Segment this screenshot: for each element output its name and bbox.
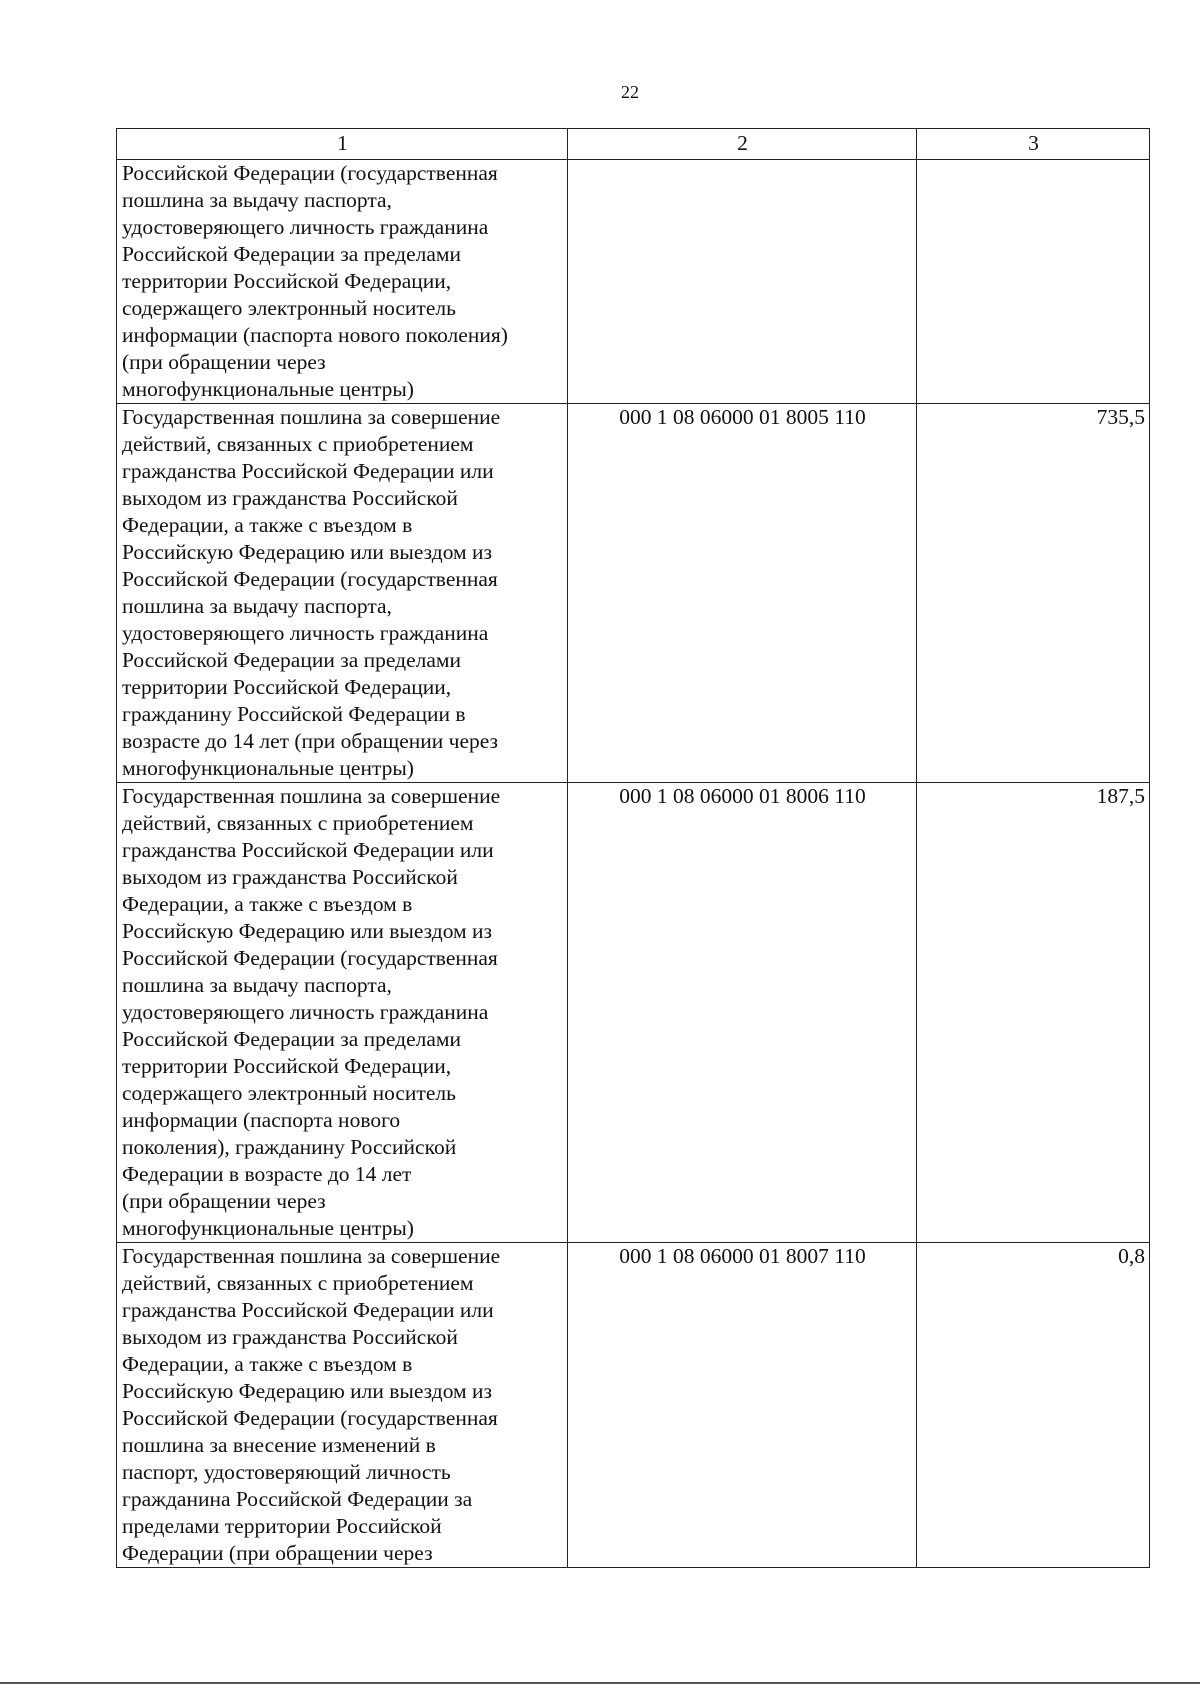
footer-rule: [0, 1682, 1200, 1684]
fee-description-line: гражданину Российской Федерации в: [122, 702, 466, 726]
fee-description-line: Государственная пошлина за совершение: [122, 1244, 501, 1268]
fee-description-line: Российскую Федерацию или выездом из: [122, 919, 493, 943]
fee-description-line: информации (паспорта нового: [122, 1108, 401, 1132]
fee-description-line: возрасте до 14 лет (при обращении через: [122, 729, 499, 753]
budget-code-cell: [568, 160, 917, 404]
fee-description-line: (при обращении через: [122, 1189, 326, 1213]
amount-cell: [917, 160, 1150, 404]
fee-description-line: выходом из гражданства Российской: [122, 1325, 458, 1349]
fee-description-line: паспорт, удостоверяющий личность: [122, 1460, 451, 1484]
column-header-3: 3: [917, 129, 1150, 160]
page-number: 22: [621, 82, 639, 102]
table-row: [117, 1243, 1150, 1568]
fee-description-line: территории Российской Федерации,: [122, 1054, 452, 1078]
fee-description-line: Государственная пошлина за совершение: [122, 405, 501, 429]
table-body: [117, 160, 1150, 1568]
fee-description-line: гражданина Российской Федерации за: [122, 1487, 473, 1511]
fee-description-line: территории Российской Федерации,: [122, 269, 452, 293]
fee-description-line: территории Российской Федерации,: [122, 675, 452, 699]
fee-description-line: Российской Федерации (государственная: [122, 1406, 498, 1430]
fee-description-line: многофункциональные центры): [122, 377, 414, 401]
fee-description-line: Федерации, а также с въездом в: [122, 513, 413, 537]
fee-description-line: (при обращении через: [122, 350, 326, 374]
budget-code-cell: 000 1 08 06000 01 8007 110: [568, 1243, 917, 1568]
fee-description-cell: [117, 783, 568, 1243]
fee-description-line: Федерации в возрасте до 14 лет: [122, 1162, 412, 1186]
fee-description-line: пределами территории Российской: [122, 1514, 442, 1538]
fee-description-line: содержащего электронный носитель: [122, 296, 456, 320]
column-header-2: 2: [568, 129, 917, 160]
fee-description-line: Российской Федерации (государственная: [122, 161, 498, 185]
fee-description-line: выходом из гражданства Российской: [122, 865, 458, 889]
fee-description-line: Российской Федерации (государственная: [122, 946, 498, 970]
fee-description-line: пошлина за выдачу паспорта,: [122, 973, 392, 997]
amount-cell: 187,5: [917, 783, 1150, 1243]
table-row: [117, 160, 1150, 404]
fee-description-line: удостоверяющего личность гражданина: [122, 215, 489, 239]
fee-description-line: Российскую Федерацию или выездом из: [122, 540, 493, 564]
table-row: [117, 404, 1150, 783]
fee-description-line: действий, связанных с приобретением: [122, 1271, 474, 1295]
fee-description-cell: [117, 1243, 568, 1568]
fee-description-line: пошлина за выдачу паспорта,: [122, 188, 392, 212]
fee-description-line: информации (паспорта нового поколения): [122, 323, 508, 347]
table-row: [117, 783, 1150, 1243]
fee-description-cell: [117, 404, 568, 783]
fee-description-line: действий, связанных с приобретением: [122, 811, 474, 835]
fee-description-line: выходом из гражданства Российской: [122, 486, 458, 510]
fee-description-line: Федерации (при обращении через: [122, 1541, 433, 1565]
fee-description-line: Российской Федерации за пределами: [122, 242, 462, 266]
amount-cell: 735,5: [917, 404, 1150, 783]
fee-description-line: удостоверяющего личность гражданина: [122, 621, 489, 645]
budget-code-cell: 000 1 08 06000 01 8006 110: [568, 783, 917, 1243]
fee-description-line: пошлина за выдачу паспорта,: [122, 594, 392, 618]
fee-description-cell: [117, 160, 568, 404]
fee-description-line: многофункциональные центры): [122, 1216, 414, 1240]
fee-description-line: поколения), гражданину Российской: [122, 1135, 457, 1159]
fee-description-line: Российскую Федерацию или выездом из: [122, 1379, 493, 1403]
fee-description-line: содержащего электронный носитель: [122, 1081, 456, 1105]
fee-description-line: Российской Федерации (государственная: [122, 567, 498, 591]
budget-code-cell: 000 1 08 06000 01 8005 110: [568, 404, 917, 783]
fee-description-line: Федерации, а также с въездом в: [122, 1352, 413, 1376]
fee-description-line: многофункциональные центры): [122, 756, 414, 780]
fee-table: [116, 128, 1150, 1568]
fee-description-line: гражданства Российской Федерации или: [122, 459, 494, 483]
column-header-1: 1: [117, 129, 568, 160]
table-header-row: [117, 129, 1150, 160]
amount-cell: 0,8: [917, 1243, 1150, 1568]
fee-description-line: Федерации, а также с въездом в: [122, 892, 413, 916]
fee-description-line: Российской Федерации за пределами: [122, 1027, 462, 1051]
fee-description-line: гражданства Российской Федерации или: [122, 1298, 494, 1322]
fee-description-line: Российской Федерации за пределами: [122, 648, 462, 672]
fee-description-line: Государственная пошлина за совершение: [122, 784, 501, 808]
fee-description-line: удостоверяющего личность гражданина: [122, 1000, 489, 1024]
fee-description-line: действий, связанных с приобретением: [122, 432, 474, 456]
fee-description-line: пошлина за внесение изменений в: [122, 1433, 436, 1457]
fee-description-line: гражданства Российской Федерации или: [122, 838, 494, 862]
